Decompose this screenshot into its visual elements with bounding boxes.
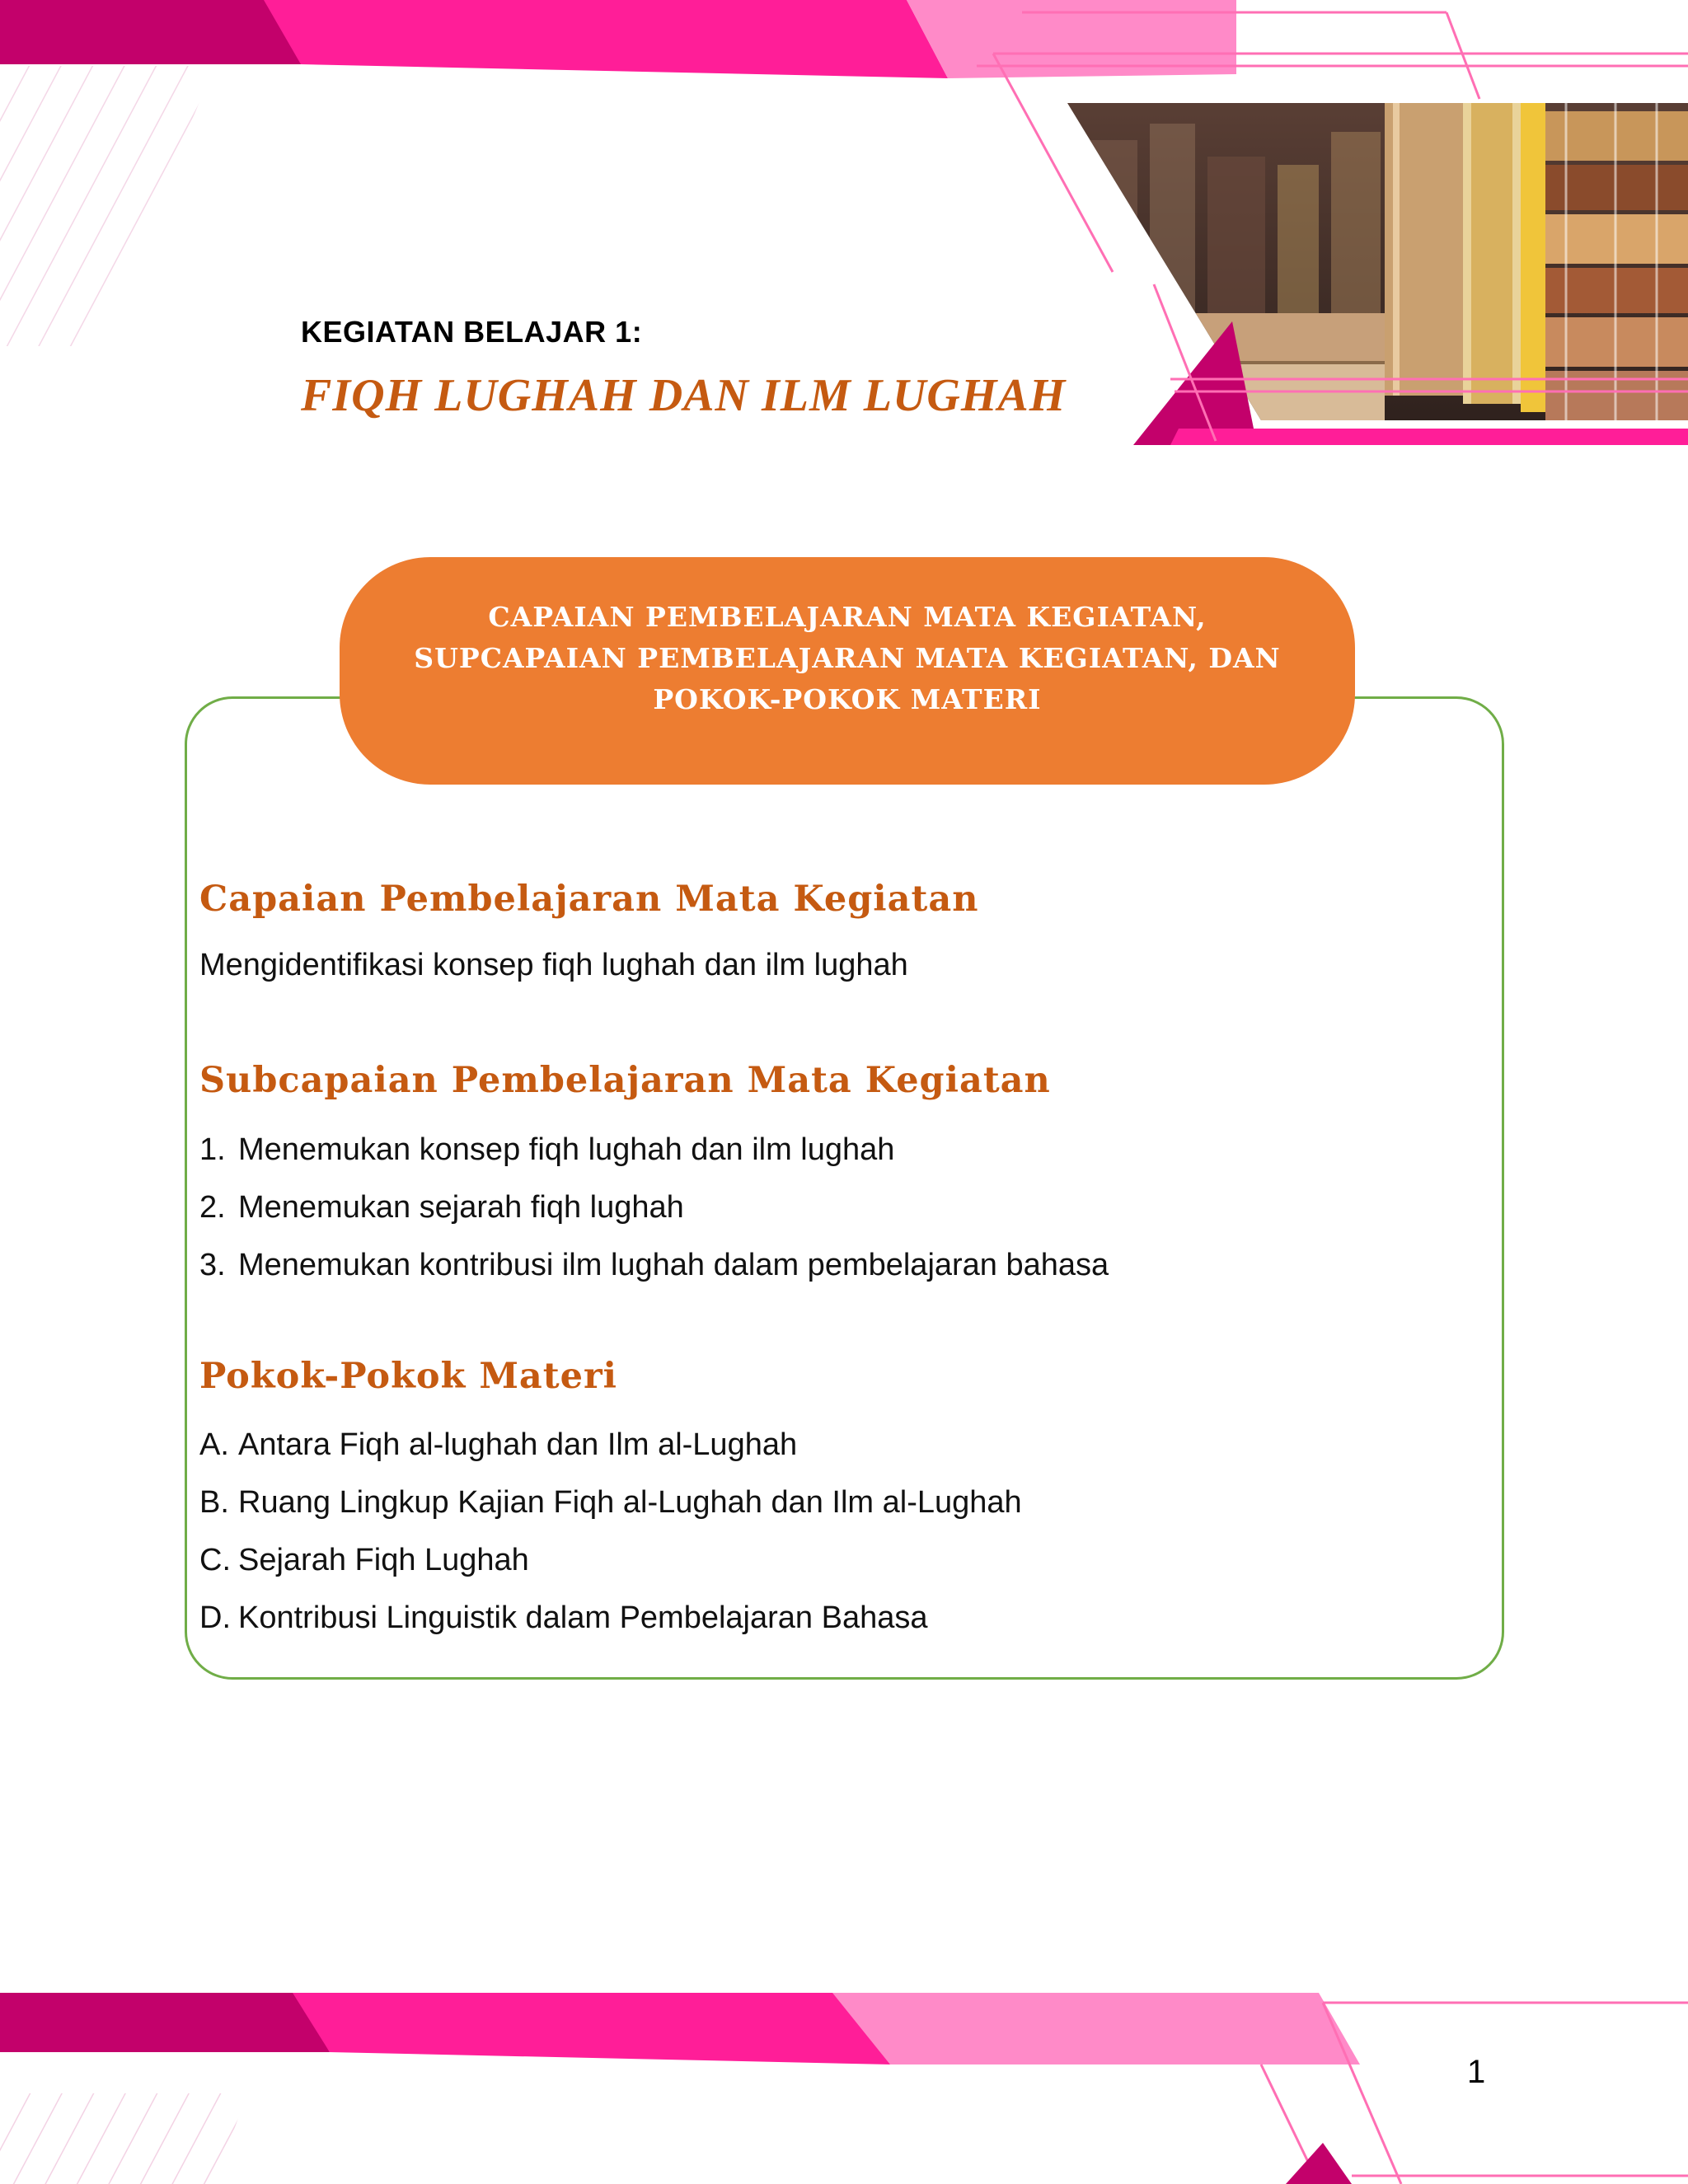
list-item xyxy=(199,1179,1109,1236)
banner-line-2: SUPCAPAIAN PEMBELAJARAN MATA KEGIATAN, DAN xyxy=(414,642,1281,674)
list-item-text: Sejarah Fiqh Lughah xyxy=(238,1542,529,1577)
list-item xyxy=(199,1531,1022,1589)
bottom-stripe-light xyxy=(832,1993,1360,2064)
hatch-pattern-left xyxy=(0,66,214,346)
corner-triangle-bottom xyxy=(1286,2143,1352,2184)
list-marker: 2. xyxy=(199,1189,226,1225)
capaian-text: Mengidentifikasi konsep fiqh lughah dan ilm lughah xyxy=(199,948,908,982)
list-marker: D. xyxy=(199,1600,231,1635)
list-item xyxy=(199,1236,1109,1294)
list-item-text: Ruang Lingkup Kajian Fiqh al-Lughah dan Ilm al-Lughah xyxy=(238,1484,1022,1520)
banner-line-3: POKOK-POKOK MATERI xyxy=(653,683,1042,715)
list-item-text: Antara Fiqh al-lughah dan Ilm al-Lughah xyxy=(238,1427,798,1462)
subcapaian-list xyxy=(199,1121,1109,1294)
list-item xyxy=(199,1474,1022,1531)
top-stripe-dark xyxy=(0,0,309,64)
list-marker: A. xyxy=(199,1427,229,1462)
pokok-list xyxy=(199,1416,1022,1647)
pokok-heading: Pokok-Pokok Materi xyxy=(199,1356,617,1397)
corner-triangle-pink xyxy=(1170,429,1688,445)
activity-title: FIQH LUGHAH DAN ILM LUGHAH xyxy=(301,370,1067,421)
list-item-text: Menemukan kontribusi ilm lughah dalam pembelajaran bahasa xyxy=(238,1247,1109,1282)
list-marker: 1. xyxy=(199,1132,226,1167)
bottom-stripe-magenta xyxy=(293,1993,890,2064)
objectives-banner xyxy=(340,557,1355,785)
bottom-stripe-dark xyxy=(0,1993,330,2052)
hatch-pattern-bottom-left xyxy=(0,2093,247,2184)
list-marker: C. xyxy=(199,1542,231,1577)
capaian-heading: Capaian Pembelajaran Mata Kegiatan xyxy=(199,879,979,920)
list-item-text: Kontribusi Linguistik dalam Pembelajaran Bahasa xyxy=(238,1600,928,1635)
list-item-text: Menemukan sejarah fiqh lughah xyxy=(238,1189,684,1225)
subcapaian-heading: Subcapaian Pembelajaran Mata Kegiatan xyxy=(199,1060,1051,1101)
list-item xyxy=(199,1589,1022,1647)
list-item xyxy=(199,1121,1109,1179)
list-marker: 3. xyxy=(199,1247,226,1282)
page-number: 1 xyxy=(1467,2054,1486,2090)
list-item-text: Menemukan konsep fiqh lughah dan ilm lughah xyxy=(238,1132,895,1167)
activity-label: KEGIATAN BELAJAR 1: xyxy=(301,315,643,349)
top-stripe-magenta xyxy=(264,0,948,78)
banner-line-1: CAPAIAN PEMBELAJARAN MATA KEGIATAN, xyxy=(488,601,1207,633)
list-marker: B. xyxy=(199,1484,229,1520)
list-item xyxy=(199,1416,1022,1474)
